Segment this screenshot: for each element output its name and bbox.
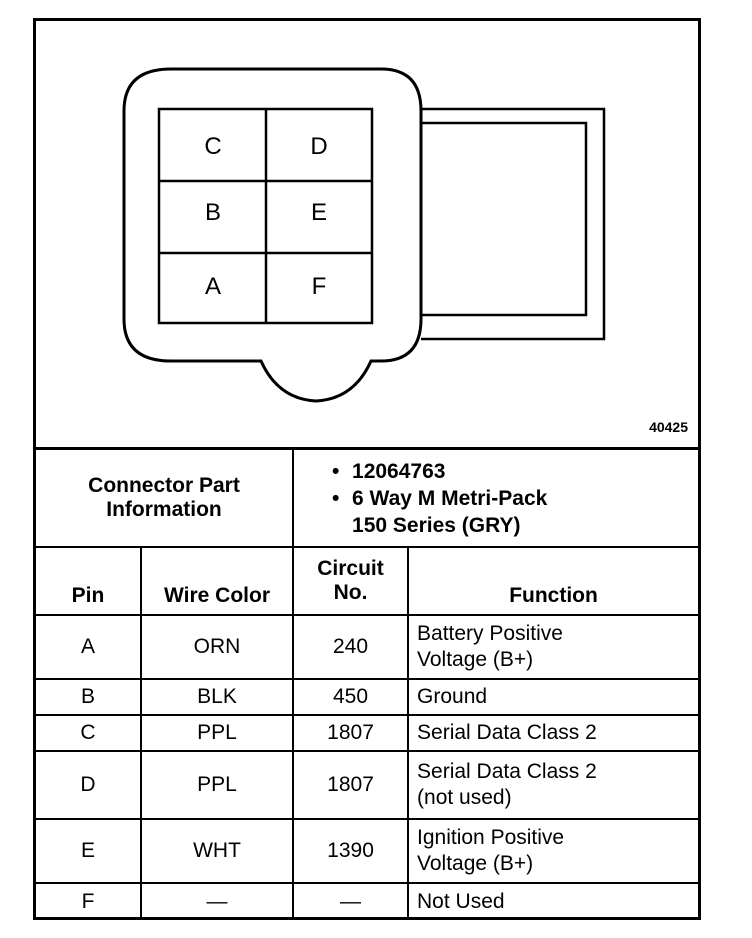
- part-description-1: 6 Way M Metri-Pack: [352, 486, 548, 510]
- cell-function: [408, 615, 698, 679]
- cell-function: [408, 751, 698, 819]
- cell-pin: C: [36, 715, 141, 751]
- table-row: [36, 751, 698, 819]
- part-number: 12064763: [352, 459, 446, 483]
- pin-label-a: A: [204, 273, 221, 300]
- table-row: [36, 679, 698, 715]
- table-row: [36, 715, 698, 751]
- cell-wire: BLK: [141, 679, 293, 715]
- function-line-2: (not used): [417, 786, 512, 809]
- cell-circuit: 1390: [293, 819, 408, 883]
- cell-pin: E: [36, 819, 141, 883]
- cell-pin: D: [36, 751, 141, 819]
- pinout-table: [36, 447, 698, 919]
- pin-label-f: F: [311, 273, 327, 300]
- pin-label-d: D: [310, 133, 328, 160]
- cell-function: Serial Data Class 2: [408, 715, 698, 751]
- cell-pin: B: [36, 679, 141, 715]
- connector-diagram: [36, 21, 698, 447]
- connector-info-row: [36, 449, 698, 548]
- function-line-1: Serial Data Class 2: [417, 760, 597, 783]
- connector-drawing: [36, 21, 698, 447]
- cell-circuit: 1807: [293, 715, 408, 751]
- cell-pin: F: [36, 883, 141, 919]
- cell-circuit: —: [293, 883, 408, 919]
- cell-circuit: 240: [293, 615, 408, 679]
- cell-function: [408, 819, 698, 883]
- connector-info-details: • 12064763 • 6 Way M Metri-Pack 150 Series (GRY): [293, 449, 698, 548]
- cell-wire: PPL: [141, 715, 293, 751]
- pin-label-b: B: [204, 199, 221, 226]
- connector-latch: [421, 109, 604, 339]
- part-description-2: 150 Series (GRY): [352, 513, 521, 537]
- connector-body: [124, 69, 421, 401]
- header-wire-color: Wire Color: [141, 547, 293, 615]
- connector-info-title: Connector Part Information: [36, 449, 293, 548]
- table-row: [36, 883, 698, 919]
- table-row: [36, 819, 698, 883]
- header-circuit: Circuit No.: [293, 547, 408, 615]
- cell-function: Not Used: [408, 883, 698, 919]
- table-header-row: [36, 547, 698, 615]
- cell-wire: —: [141, 883, 293, 919]
- cell-wire: ORN: [141, 615, 293, 679]
- header-function: Function: [408, 547, 698, 615]
- cell-wire: WHT: [141, 819, 293, 883]
- pin-label-c: C: [204, 133, 222, 160]
- figure-id: 40425: [649, 419, 688, 435]
- function-line-2: Voltage (B+): [417, 852, 534, 875]
- function-line-2: Voltage (B+): [417, 648, 534, 671]
- cell-function: Ground: [408, 679, 698, 715]
- cell-wire: PPL: [141, 751, 293, 819]
- function-line-1: Battery Positive: [417, 622, 563, 645]
- pin-label-e: E: [310, 199, 327, 226]
- cell-pin: A: [36, 615, 141, 679]
- cell-circuit: 1807: [293, 751, 408, 819]
- cell-circuit: 450: [293, 679, 408, 715]
- connector-frame: [33, 18, 701, 920]
- header-pin: Pin: [36, 547, 141, 615]
- function-line-1: Ignition Positive: [417, 826, 565, 849]
- table-row: [36, 615, 698, 679]
